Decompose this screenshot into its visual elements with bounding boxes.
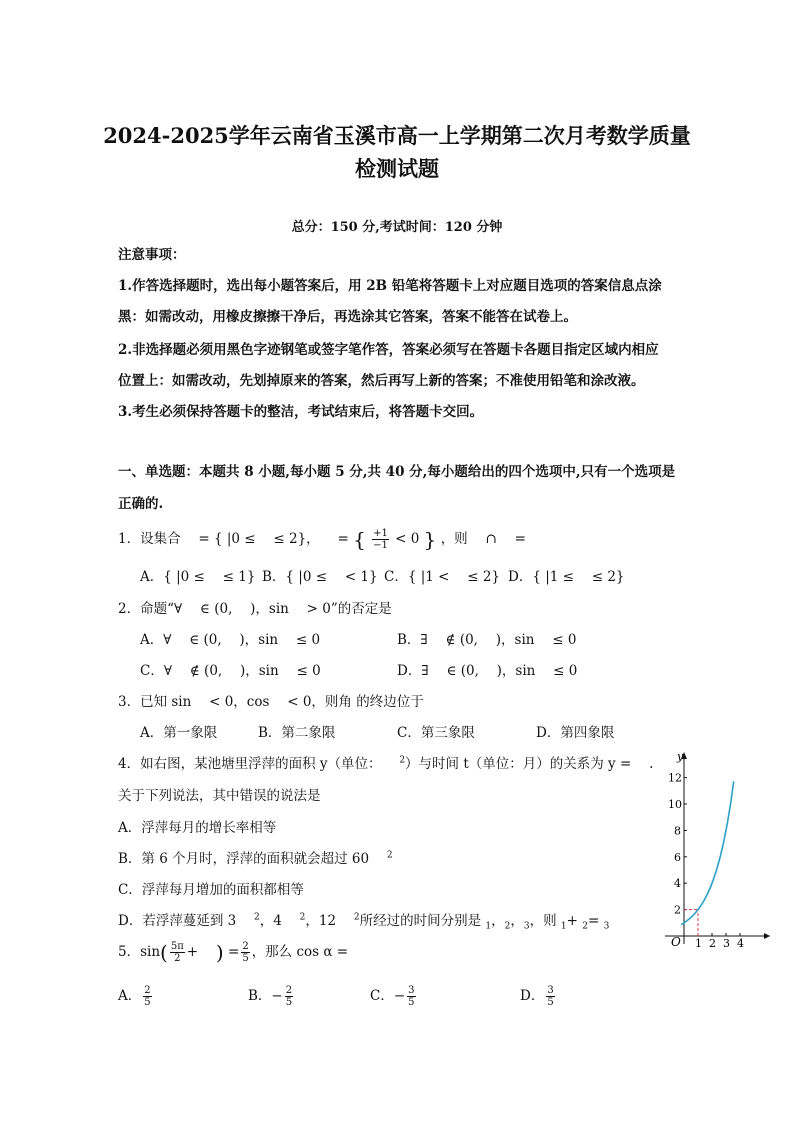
q1-stem-a: 1．设集合 = { |0 ≤ ≤ 2}， = xyxy=(118,531,349,547)
q2-option-c: C．∀ ∉ (0, )，sin ≤ 0 xyxy=(140,663,321,679)
q1-option-a: A．{ |0 ≤ ≤ 1} xyxy=(140,569,256,585)
q2-option-a: A．∀ ∈ (0, )，sin ≤ 0 xyxy=(140,632,321,648)
exponential-curve xyxy=(681,781,734,924)
q1-option-d: D．{ |1 ≤ ≤ 2} xyxy=(508,569,625,585)
x-tick-label: 4 xyxy=(737,937,744,948)
q2-option-b: B．∃ ∉ (0, )，sin ≤ 0 xyxy=(397,632,577,648)
q5-option-a: A． $\frac{2}{5}$ xyxy=(118,985,151,1008)
paper-title-line2: 检测试题 xyxy=(355,156,439,181)
y-tick-label: 8 xyxy=(674,824,681,838)
y-axis-label: y xyxy=(677,750,684,763)
note-2b: 位置上：如需改动，先划掉原来的答案，然后再写上新的答案；不准使用铅笔和涂改液。 xyxy=(118,373,645,389)
exam-info: 总分：150 分,考试时间：120 分钟 xyxy=(291,220,503,235)
y-tick-label: 6 xyxy=(674,850,681,864)
note-1a: 1.作答选择题时，选出每小题答案后，用 2B 铅笔将答题卡上对应题目选项的答案信息点涂 xyxy=(118,278,662,294)
q2-option-d: D．∃ ∈ (0, )，sin ≤ 0 xyxy=(397,663,578,679)
q4-stem-cont: 关于下列说法，其中错误的说法是 xyxy=(118,788,321,804)
note-3: 3.考生必须保持答题卡的整洁，考试结束后，将答题卡交回。 xyxy=(118,404,484,420)
x-ticks xyxy=(695,933,744,948)
q3-option-a: A．第一象限 xyxy=(140,725,218,741)
paper-title-line1: 2024-2025学年云南省玉溪市高一上学期第二次月考数学质量 xyxy=(103,123,691,148)
y-tick-label: 10 xyxy=(668,798,682,811)
q4-stem: 4．如右图，某池塘里浮萍的面积 y（单位： $^2$）与时间 t（单位：月）的关系为 y = . xyxy=(118,755,654,772)
x-tick-label: 3 xyxy=(723,937,730,948)
x-tick-label: 1 xyxy=(695,937,702,948)
q1-stem-c: ，则 ∩ = xyxy=(440,531,526,547)
q2-stem: 2．命题“∀ ∈ (0, )，sin > 0”的否定是 xyxy=(118,601,392,617)
q3-stem: 3．已知 sin < 0，cos < 0，则角 的终边位于 xyxy=(118,694,424,710)
note-1b: 黑：如需改动，用橡皮擦擦干净后，再选涂其它答案，答案不能答在试卷上。 xyxy=(118,309,577,325)
q1-fraction: $\frac{+1}{-1}$ xyxy=(373,528,388,551)
q4-option-c: C．浮萍每月增加的面积都相等 xyxy=(118,882,304,898)
q3-option-c: C．第三象限 xyxy=(397,725,475,741)
x-axis-arrow xyxy=(764,933,770,939)
q1-option-c: C．{ |1 < ≤ 2} xyxy=(384,569,501,585)
section1-heading-cont: 正确的. xyxy=(118,496,164,512)
q4-graph xyxy=(660,748,775,948)
q1-stem: 1．设集合 = { |0 ≤ ≤ 2}， = { $\frac{+1}{-1}$ < 0 } ，则 ∩ = xyxy=(118,527,526,552)
y-tick-label: 12 xyxy=(668,771,682,785)
y-tick-label: 4 xyxy=(674,877,681,891)
q4-option-b: B．第 6 个月时，浮萍的面积就会超过 60 $^2$ xyxy=(118,850,393,867)
q1-stem-b: < 0 xyxy=(395,531,420,547)
y-tick-label: 2 xyxy=(674,903,681,917)
x-tick-label: 2 xyxy=(709,937,716,948)
origin-label: O xyxy=(671,935,681,948)
q5-option-c: C．− $\frac{3}{5}$ xyxy=(370,985,415,1008)
q5-option-d: D． $\frac{3}{5}$ xyxy=(520,985,554,1008)
note-2a: 2.非选择题必须用黑色字迹钢笔或签字笔作答，答案必须写在答题卡各题目指定区域内相应 xyxy=(118,342,659,358)
q5-fraction-arg: $\frac{5\pi}{2}$ xyxy=(170,941,184,964)
q4-option-a: A．浮萍每月的增长率相等 xyxy=(118,820,277,836)
q3-option-b: B．第二象限 xyxy=(258,725,336,741)
q3-option-d: D．第四象限 xyxy=(536,725,615,741)
notes-heading: 注意事项： xyxy=(118,247,186,263)
section1-heading: 一、单选题：本题共 8 小题,每小题 5 分,共 40 分,每小题给出的四个选项中,只有一个选项是 xyxy=(118,464,676,480)
q4-option-d: D．若浮萍蔓延到 3 $^2$，4 $^2$，12 $^2$所经过的时间分别是 $_1$，$_2$，$_3$，则 $_1$+ $_2$= $_3$ xyxy=(118,912,610,932)
q5-stem: 5．sin( $\frac{5\pi}{2}$ + ) = $\frac{2}{5}$ ，那么 cos α = xyxy=(118,940,349,965)
q1-option-b: B．{ |0 ≤ < 1} xyxy=(262,569,378,585)
q5-option-b: B．− $\frac{2}{5}$ xyxy=(248,985,293,1008)
q5-fraction-rhs: $\frac{2}{5}$ xyxy=(242,941,249,964)
